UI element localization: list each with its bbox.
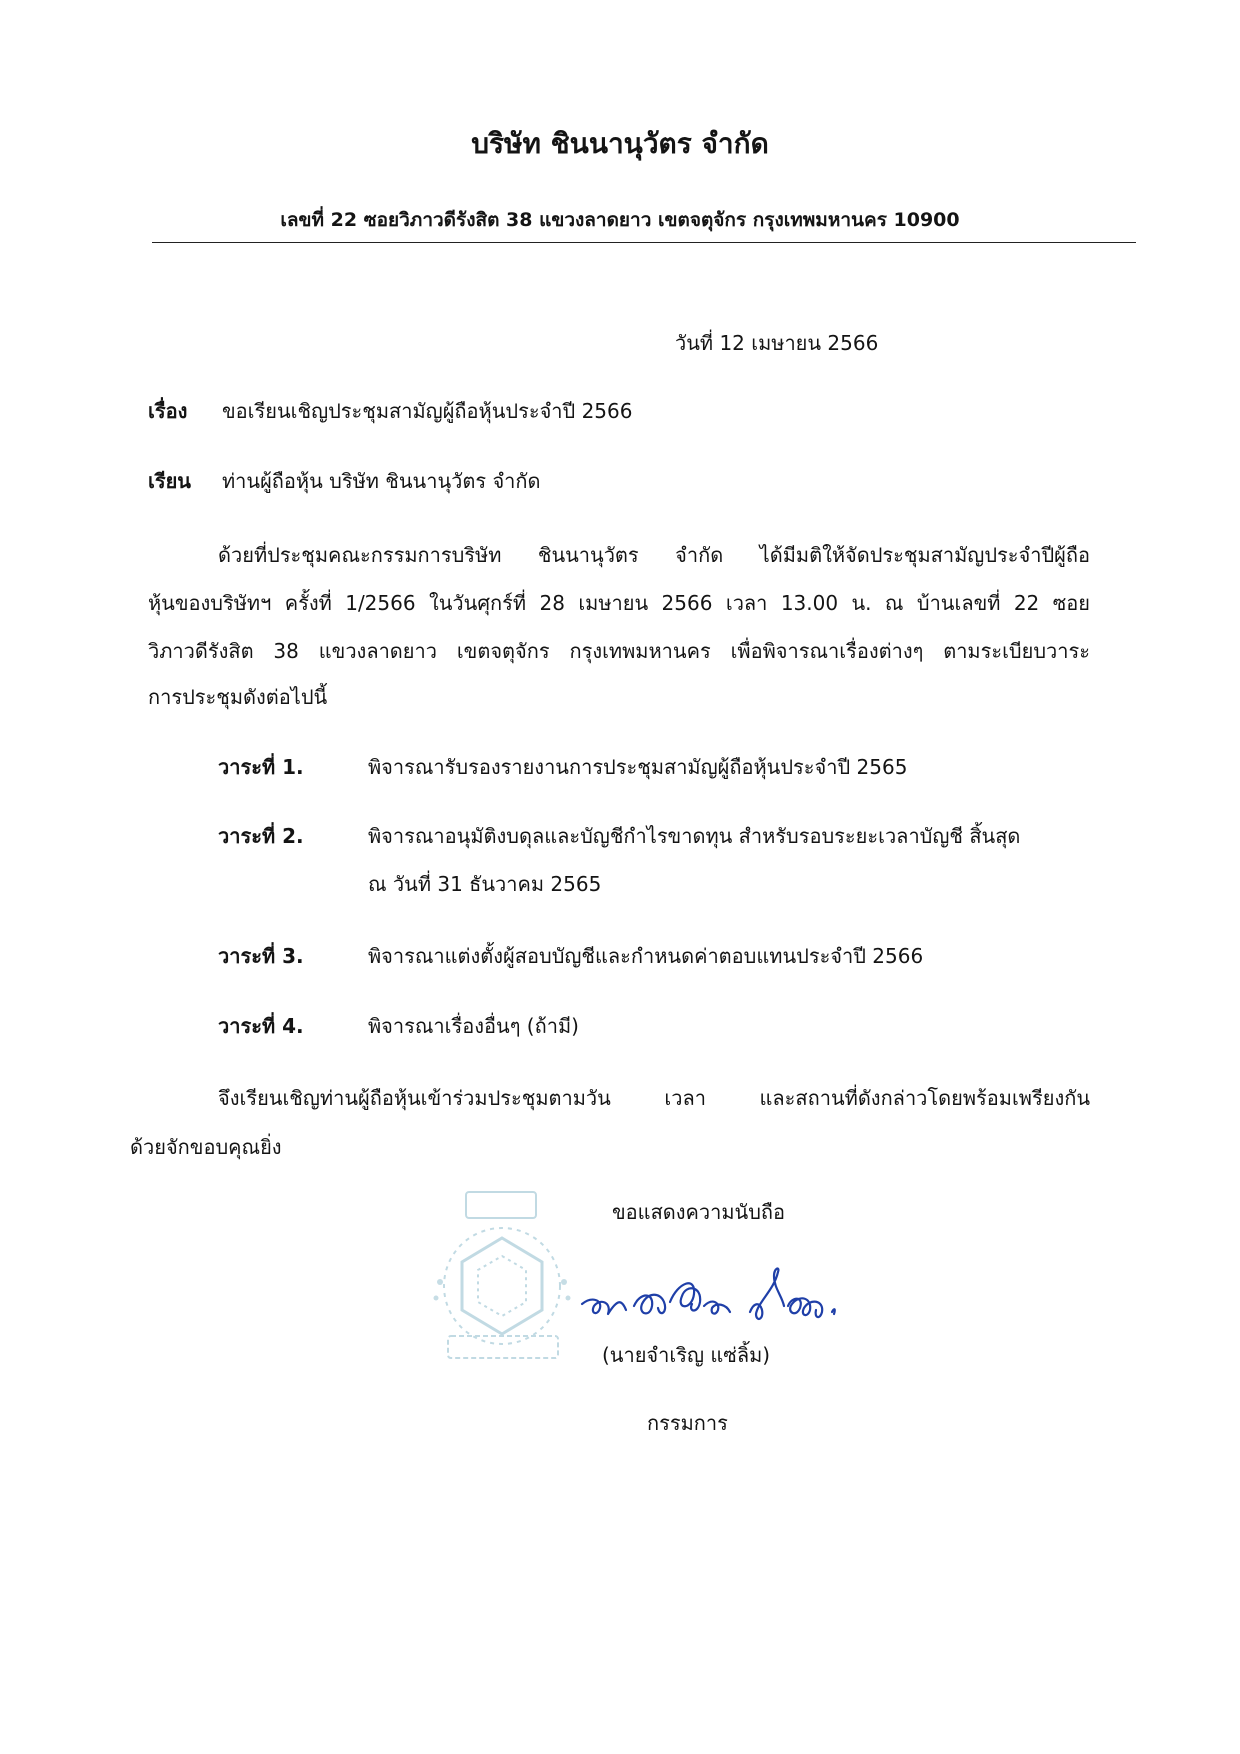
subject-line — [148, 395, 632, 427]
agenda-label: วาระที่ 2. — [218, 824, 304, 848]
company-name: บริษัท ชินนานุวัตร จำกัด — [471, 127, 769, 160]
agenda-label: วาระที่ 3. — [218, 944, 304, 968]
subject-label: เรื่อง — [148, 399, 188, 423]
closing-text: ขอแสดงความนับถือ — [612, 1200, 786, 1224]
signer-title: กรรมการ — [647, 1411, 728, 1435]
salutation-label: เรียน — [148, 469, 191, 493]
signer-name: (นายจำเริญ แซ่ลิ้ม) — [602, 1343, 771, 1367]
body-line: วิภาวดีรังสิต 38 แขวงลาดยาว เขตจตุจักร กรุงเทพมหานคร เพื่อพิจารณาเรื่องต่างๆ ตามระเบียบวาระ — [148, 639, 1090, 663]
body-line: ด้วยที่ประชุมคณะกรรมการบริษัท ชินนานุวัตร จำกัด ได้มีมติให้จัดประชุมสามัญประจำปีผู้ถือ — [218, 543, 1090, 567]
salutation-line — [148, 465, 541, 497]
agenda-label: วาระที่ 4. — [218, 1014, 304, 1038]
salutation-text: ท่านผู้ถือหุ้น บริษัท ชินนานุวัตร จำกัด — [222, 469, 541, 493]
agenda-text: พิจารณาอนุมัติงบดุลและบัญชีกำไรขาดทุน สำหรับรอบระยะเวลาบัญชี สิ้นสุด — [368, 824, 1021, 848]
letter-date: วันที่ 12 เมษายน 2566 — [675, 331, 879, 355]
agenda-label: วาระที่ 1. — [218, 755, 304, 779]
header-divider — [152, 242, 1136, 243]
subject-text: ขอเรียนเชิญประชุมสามัญผู้ถือหุ้นประจำปี 2566 — [222, 399, 633, 423]
company-address: เลขที่ 22 ซอยวิภาวดีรังสิต 38 แขวงลาดยาว เขตจตุจักร กรุงเทพมหานคร 10900 — [280, 209, 960, 231]
agenda-text: พิจารณาเรื่องอื่นๆ (ถ้ามี) — [368, 1014, 579, 1038]
invite-line: ด้วยจักขอบคุณยิ่ง — [130, 1135, 282, 1159]
handwritten-signature-icon — [578, 1262, 878, 1342]
body-line: การประชุมดังต่อไปนี้ — [148, 685, 328, 709]
company-seal-icon — [418, 1186, 578, 1376]
body-line: หุ้นของบริษัทฯ ครั้งที่ 1/2566 ในวันศุกร์ที่ 28 เมษายน 2566 เวลา 13.00 น. ณ บ้านเลขที่ 22 ซอย — [148, 591, 1090, 615]
agenda-text: พิจารณาแต่งตั้งผู้สอบบัญชีและกำหนดค่าตอบแทนประจำปี 2566 — [368, 944, 924, 968]
invite-line: จึงเรียนเชิญท่านผู้ถือหุ้นเข้าร่วมประชุมตามวัน เวลา และสถานที่ดังกล่าวโดยพร้อมเพรียงกัน — [218, 1086, 1090, 1110]
agenda-text: พิจารณารับรองรายงานการประชุมสามัญผู้ถือหุ้นประจำปี 2565 — [368, 755, 908, 779]
agenda-text-continued: ณ วันที่ 31 ธันวาคม 2565 — [368, 872, 602, 896]
